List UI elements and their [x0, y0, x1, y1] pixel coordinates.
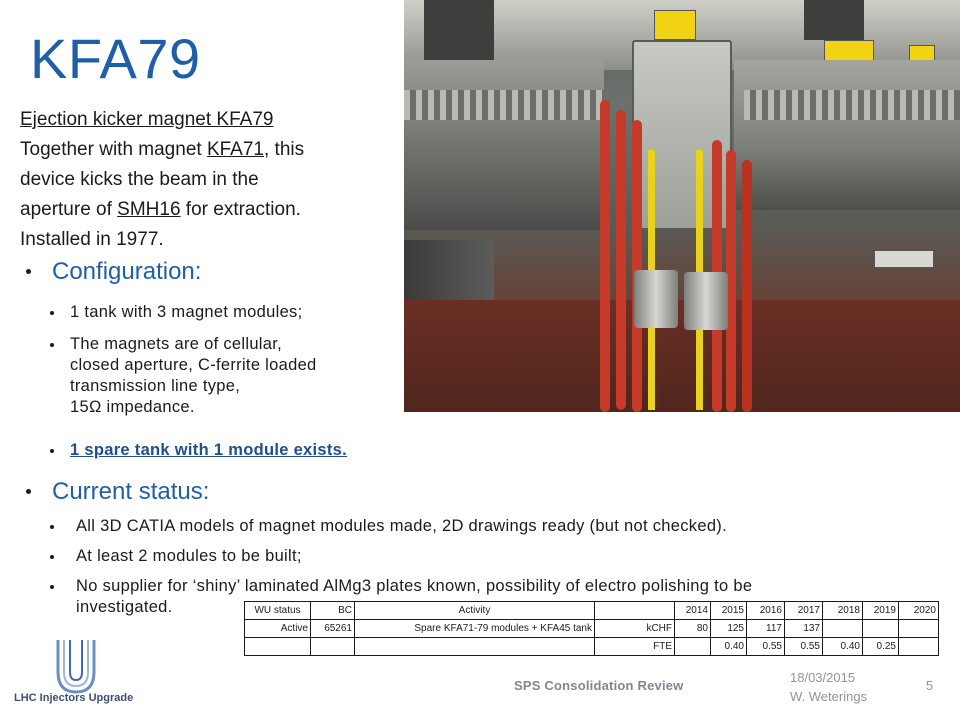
bullet-icon	[26, 489, 31, 494]
table-header-row: WU status BC Activity 2014 2015 2016 2017 2018 2019 2020	[245, 602, 939, 620]
bullet-icon	[50, 449, 54, 453]
table-row: FTE 0.40 0.55 0.55 0.40 0.25	[245, 638, 939, 656]
bullet-icon	[50, 311, 54, 315]
intro-text: device kicks the beam in the	[20, 169, 259, 190]
footer-title: SPS Consolidation Review	[514, 678, 684, 693]
intro-text: aperture of	[20, 199, 118, 220]
intro-text: for extraction.	[180, 199, 301, 220]
work-unit-table	[244, 601, 939, 656]
kfa71-link[interactable]: KFA71	[206, 139, 264, 160]
intro-text: Together with magnet	[20, 139, 207, 160]
bullet-icon	[50, 525, 54, 529]
intro-paragraph	[20, 105, 400, 255]
spare-tank-link[interactable]: 1 spare tank with 1 module exists.	[70, 441, 348, 459]
footer-date-author	[790, 668, 867, 706]
intro-text: Installed in 1977.	[20, 229, 164, 250]
bullet-icon	[50, 343, 54, 347]
logo-text: LHC Injectors Upgrade	[14, 692, 134, 704]
footer-date: 18/03/2015	[790, 670, 856, 685]
bullet-icon	[50, 585, 54, 589]
page-number: 5	[926, 678, 934, 693]
kicker-magnet-photo	[404, 0, 960, 412]
slide-title: KFA79	[30, 27, 201, 90]
bullet-icon	[26, 269, 31, 274]
lhc-injectors-upgrade-logo	[14, 636, 144, 708]
table-row: Active 65261 Spare KFA71-79 modules + KFA45 tank kCHF 80 125 117 137	[245, 620, 939, 638]
footer-author: W. Weterings	[790, 689, 868, 704]
bullet-icon	[50, 555, 54, 559]
smh16-link[interactable]: SMH16	[117, 199, 181, 220]
intro-text: , this	[264, 139, 305, 160]
kfa79-link[interactable]: Ejection kicker magnet KFA79	[20, 109, 274, 130]
